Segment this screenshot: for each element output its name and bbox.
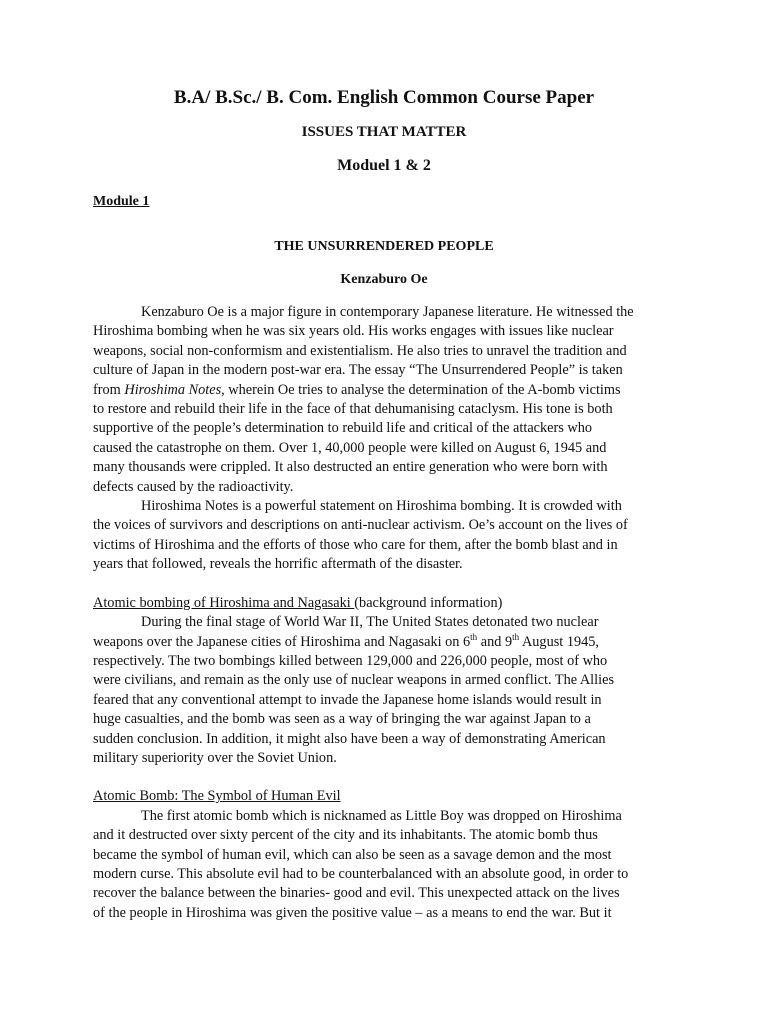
document-title: B.A/ B.Sc./ B. Com. English Common Course Paper	[173, 87, 595, 108]
paragraph-intro	[93, 303, 675, 497]
module-range-heading: Moduel 1 & 2	[337, 157, 431, 174]
text-line: weapons, social non-conformism and existentialism. He also tries to unravel the tradition and	[93, 342, 627, 359]
text-line: to restore and rebuild their life in the face of that dehumanising cataclysm. His tone is both	[93, 401, 613, 418]
text-line	[93, 633, 675, 652]
section-heading-symbol-of-evil	[93, 787, 675, 806]
text-line: The first atomic bomb which is nicknamed as Little Boy was dropped on Hiroshima	[141, 807, 622, 824]
text-line: defects caused by the radioactivity.	[93, 478, 294, 495]
section-heading-atomic-bombing	[93, 594, 675, 613]
ordinal-suffix: th	[512, 631, 520, 642]
text-line: became the symbol of human evil, which can also be seen as a savage demon and the most	[93, 846, 612, 863]
text-fragment: August 1945,	[519, 633, 599, 650]
document-page	[93, 86, 675, 923]
book-title-italic: Hiroshima Notes	[124, 381, 222, 398]
paragraph-gap	[93, 575, 675, 594]
text-line: respectively. The two bombings killed between 129,000 and 226,000 people, most of who	[93, 652, 608, 669]
text-line: recover the balance between the binaries- good and evil. This unexpected attack on the lives	[93, 885, 620, 902]
text-line: Hiroshima Notes is a powerful statement on Hiroshima bombing. It is crowded with	[141, 498, 622, 515]
section-heading-underlined: Atomic Bomb: The Symbol of Human Evil	[93, 788, 341, 805]
text-line: modern curse. This absolute evil had to be counterbalanced with an absolute good, in order to	[93, 865, 629, 882]
ordinal-suffix: th	[470, 631, 478, 642]
text-line: of the people in Hiroshima was given the positive value – as a means to end the war. But it	[93, 904, 612, 921]
text-line: caused the catastrophe on them. Over 1, 40,000 people were killed on August 6, 1945 and	[93, 439, 607, 456]
essay-author: Kenzaburo Oe	[340, 272, 428, 287]
text-line: were civilians, and remain as the only use of nuclear weapons in armed conflict. The Allies	[93, 672, 615, 689]
text-line: Hiroshima bombing when he was six years old. His works engages with issues like nuclear	[93, 323, 614, 340]
text-line: victims of Hiroshima and the efforts of those who care for them, after the bomb blast and in	[93, 536, 618, 553]
text-line: sudden conclusion. In addition, it might also have been a way of demonstrating American	[93, 730, 606, 747]
text-fragment: weapons over the Japanese cities of Hiroshima and Nagasaki on 6	[93, 633, 471, 650]
text-line: culture of Japan in the modern post-war era. The essay “The Unsurrendered People” is taken	[93, 362, 623, 379]
paragraph-hiroshima-notes	[93, 497, 675, 575]
text-fragment: , wherein Oe tries to analyse the determination of the A-bomb victims	[221, 381, 621, 398]
section-heading-underlined: Atomic bombing of Hiroshima and Nagasaki	[93, 594, 355, 611]
text-line: the voices of survivors and descriptions on anti-nuclear activism. Oe’s account on the lives of	[93, 517, 628, 534]
text-fragment: and 9	[477, 633, 513, 650]
text-line: many thousands were crippled. It also destructed an entire generation who were born with	[93, 459, 608, 476]
text-line	[93, 381, 675, 400]
text-line: military superiority over the Soviet Union.	[93, 749, 337, 766]
text-line: feared that any conventional attempt to invade the Japanese home islands would result in	[93, 691, 602, 708]
essay-title: THE UNSURRENDERED PEOPLE	[274, 239, 494, 254]
text-line: During the final stage of World War II, The United States detonated two nuclear	[141, 614, 599, 631]
section-heading-note: (background information)	[354, 594, 503, 611]
text-line: Kenzaburo Oe is a major figure in contemporary Japanese literature. He witnessed the	[141, 304, 634, 320]
text-line: supportive of the people’s determination to rebuild life and critical of the attackers who	[93, 420, 593, 437]
module-label: Module 1	[93, 194, 150, 209]
text-fragment: from	[93, 381, 125, 398]
paragraph-symbol-of-evil	[93, 807, 675, 923]
text-line: years that followed, reveals the horrific aftermath of the disaster.	[93, 556, 463, 573]
paragraph-background	[93, 613, 675, 768]
text-line: huge casualties, and the bomb was seen as a way of bringing the war against Japan to a	[93, 711, 591, 728]
paragraph-gap	[93, 768, 675, 787]
course-subtitle: ISSUES THAT MATTER	[301, 124, 467, 140]
text-line: and it destructed over sixty percent of the city and its inhabitants. The atomic bomb thus	[93, 827, 598, 844]
